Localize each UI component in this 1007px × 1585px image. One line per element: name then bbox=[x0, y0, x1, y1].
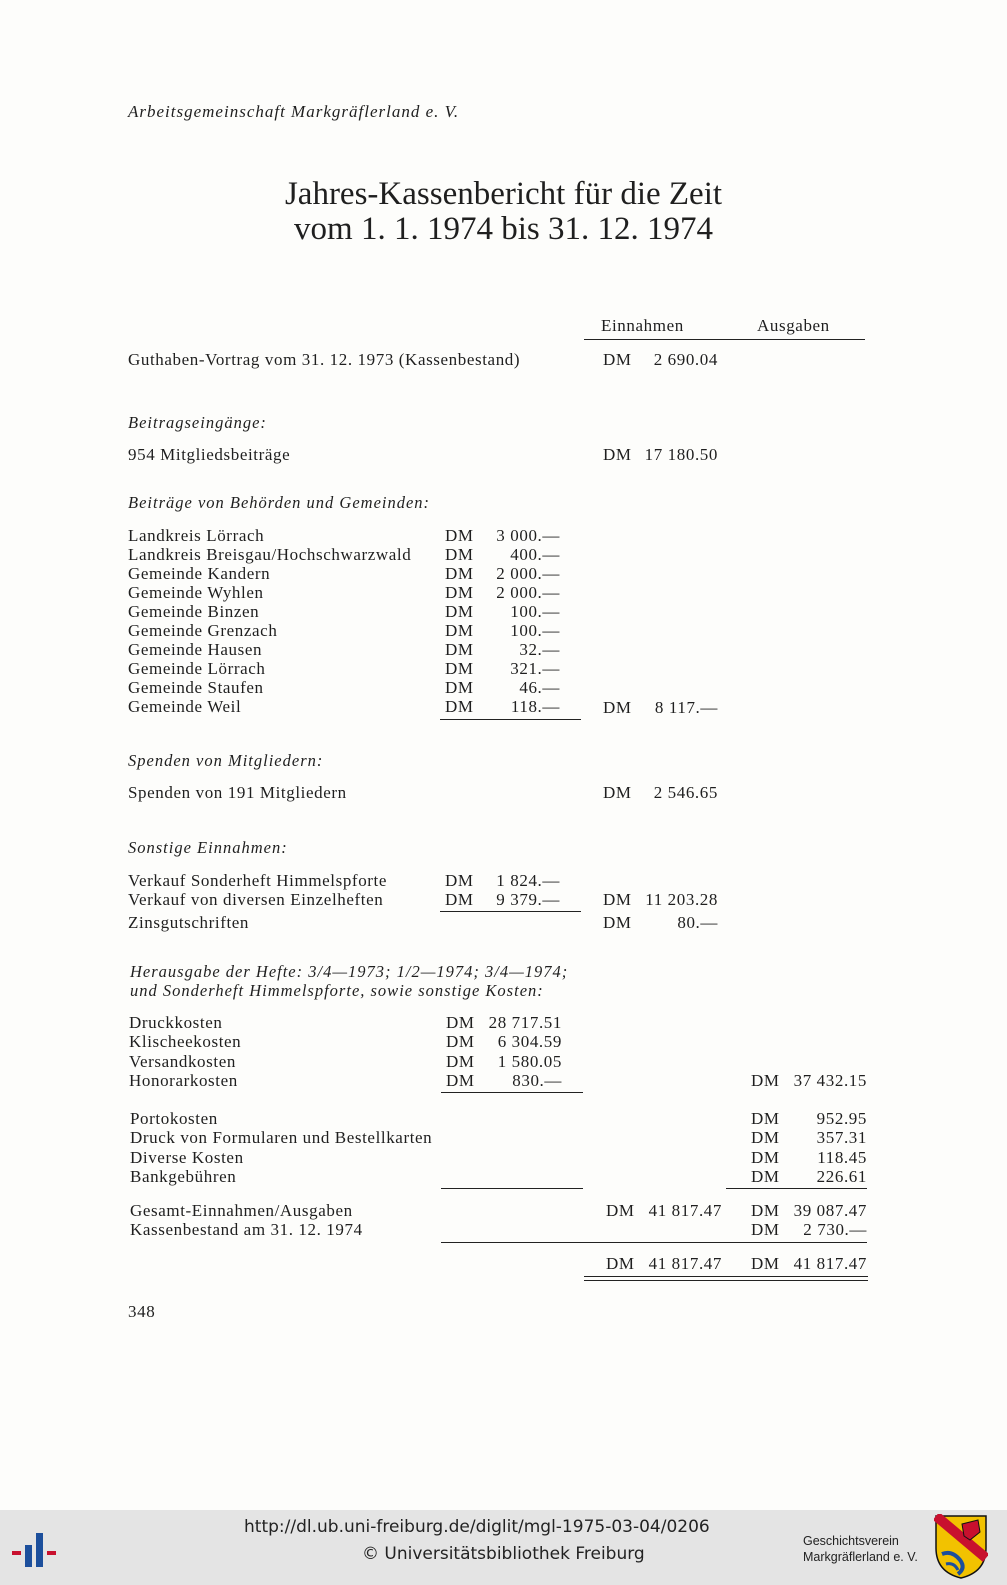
authority-item-label: Gemeinde Lörrach bbox=[128, 659, 266, 678]
society-name-line2: Markgräflerland e. V. bbox=[803, 1550, 918, 1564]
authority-item-currency: DM bbox=[445, 659, 474, 678]
authority-item-label: Gemeinde Weil bbox=[128, 697, 242, 716]
section-heading-donations: Spenden von Mitgliedern: bbox=[128, 751, 324, 770]
opening-balance-value: 2 690.04 bbox=[653, 350, 718, 369]
other-income-item-currency: DM bbox=[445, 890, 474, 909]
interest-label: Zinsgutschriften bbox=[128, 913, 250, 932]
totals-label: Gesamt-Einnahmen/Ausgaben bbox=[130, 1201, 353, 1220]
society-name-line1: Geschichtsverein bbox=[803, 1534, 899, 1548]
misc-cost-item-value: 118.45 bbox=[817, 1147, 867, 1167]
donations-currency: DM bbox=[603, 783, 632, 802]
grand-total-double-rule-bottom bbox=[584, 1280, 868, 1281]
grand-expense-value: 41 817.47 bbox=[793, 1254, 867, 1273]
costs-rule-left bbox=[441, 1188, 583, 1189]
authority-item-currency: DM bbox=[445, 640, 474, 659]
authority-item-currency: DM bbox=[445, 564, 474, 583]
authority-item-currency: DM bbox=[445, 602, 474, 621]
document-url-link[interactable]: http://dl.ub.uni-freiburg.de/diglit/mgl-1975-03-04/0206 bbox=[244, 1517, 710, 1537]
other-subtotal-rule bbox=[440, 911, 581, 912]
grand-expense-currency: DM bbox=[751, 1254, 780, 1273]
costs-rule-right bbox=[726, 1188, 867, 1189]
authority-item-label: Gemeinde Grenzach bbox=[128, 621, 278, 640]
opening-balance-currency: DM bbox=[603, 350, 632, 369]
closing-rule bbox=[441, 1242, 867, 1243]
section-heading-publication-line1: Herausgabe der Hefte: 3/4—1973; 1/2—1974; 3/4—1974; bbox=[130, 962, 569, 981]
misc-cost-item-label: Druck von Formularen und Bestellkarten bbox=[130, 1128, 433, 1148]
dues-currency: DM bbox=[603, 445, 632, 464]
authority-item-label: Landkreis Breisgau/Hochschwarzwald bbox=[128, 545, 412, 564]
misc-cost-item-currency: DM bbox=[751, 1147, 780, 1167]
authority-item-value: 100.— bbox=[510, 602, 560, 621]
section-heading-dues: Beitragseingänge: bbox=[128, 413, 267, 432]
authority-item-value: 321.— bbox=[510, 659, 560, 678]
other-income-item-currency: DM bbox=[445, 871, 474, 890]
closing-balance-currency: DM bbox=[751, 1220, 780, 1239]
publication-cost-item-label: Honorarkosten bbox=[129, 1070, 238, 1090]
totals-expense-value: 39 087.47 bbox=[793, 1201, 867, 1220]
totals-income-currency: DM bbox=[606, 1201, 635, 1220]
authority-item-label: Gemeinde Wyhlen bbox=[128, 583, 264, 602]
grand-income-value: 41 817.47 bbox=[648, 1254, 722, 1273]
library-logo-icon bbox=[12, 1531, 62, 1569]
publication-cost-item-label: Druckkosten bbox=[129, 1013, 223, 1032]
donations-label: Spenden von 191 Mitgliedern bbox=[128, 783, 347, 802]
authority-item-value: 46.— bbox=[519, 678, 560, 697]
authority-item-value: 2 000.— bbox=[496, 583, 560, 602]
copyright-notice: © Universitätsbibliothek Freiburg bbox=[362, 1544, 645, 1564]
authority-item-currency: DM bbox=[445, 545, 474, 564]
authority-item-label: Gemeinde Staufen bbox=[128, 678, 264, 697]
running-header: Arbeitsgemeinschaft Markgräflerland e. V. bbox=[128, 102, 460, 121]
authority-item-value: 3 000.— bbox=[496, 526, 560, 545]
publication-cost-item-label: Versandkosten bbox=[129, 1051, 236, 1071]
totals-expense-currency: DM bbox=[751, 1201, 780, 1220]
publication-cost-item-value: 830.— bbox=[512, 1070, 562, 1090]
authority-item-value: 32.— bbox=[519, 640, 560, 659]
authorities-total-value: 8 117.— bbox=[654, 698, 718, 717]
closing-balance-label: Kassenbestand am 31. 12. 1974 bbox=[130, 1220, 363, 1239]
misc-cost-item-value: 226.61 bbox=[816, 1166, 867, 1186]
authority-item-currency: DM bbox=[445, 678, 474, 697]
authority-item-label: Gemeinde Kandern bbox=[128, 564, 271, 583]
publication-cost-item-value: 6 304.59 bbox=[497, 1032, 562, 1052]
authority-item-currency: DM bbox=[445, 526, 474, 545]
authorities-subtotal-rule bbox=[440, 719, 581, 720]
misc-cost-item-label: Portokosten bbox=[130, 1109, 218, 1128]
publication-cost-item-currency: DM bbox=[446, 1051, 475, 1071]
publication-subtotal-rule bbox=[441, 1092, 583, 1093]
publication-cost-item-value: 1 580.05 bbox=[497, 1051, 562, 1071]
misc-cost-item-currency: DM bbox=[751, 1109, 780, 1128]
report-title-line1: Jahres-Kassenbericht für die Zeit bbox=[284, 176, 723, 212]
section-heading-publication-line2: und Sonderheft Himmelspforte, sowie sonstige Kosten: bbox=[130, 981, 544, 1000]
other-income-item-label: Verkauf Sonderheft Himmelspforte bbox=[128, 871, 388, 890]
section-heading-authorities: Beiträge von Behörden und Gemeinden: bbox=[128, 493, 431, 512]
report-title-line2: vom 1. 1. 1974 bis 31. 12. 1974 bbox=[294, 211, 713, 247]
column-header-income: Einnahmen bbox=[601, 316, 684, 335]
dues-value: 17 180.50 bbox=[644, 445, 718, 464]
other-income-item-value: 9 379.— bbox=[496, 890, 560, 909]
authority-item-label: Gemeinde Hausen bbox=[128, 640, 263, 659]
other-income-item-label: Verkauf von diversen Einzelheften bbox=[128, 890, 384, 909]
other-income-item-value: 1 824.— bbox=[496, 871, 560, 890]
misc-cost-item-currency: DM bbox=[751, 1128, 780, 1148]
opening-balance-label: Guthaben-Vortrag vom 31. 12. 1973 (Kassenbestand) bbox=[128, 350, 521, 369]
misc-cost-item-value: 357.31 bbox=[816, 1128, 867, 1148]
other-total-currency: DM bbox=[603, 890, 632, 909]
publication-cost-item-value: 28 717.51 bbox=[488, 1013, 562, 1032]
authority-item-currency: DM bbox=[445, 697, 474, 716]
misc-cost-item-label: Bankgebühren bbox=[130, 1166, 237, 1186]
totals-income-value: 41 817.47 bbox=[648, 1201, 722, 1220]
authority-item-currency: DM bbox=[445, 621, 474, 640]
publication-cost-item-currency: DM bbox=[446, 1013, 475, 1032]
publication-total-currency: DM bbox=[751, 1071, 780, 1090]
column-header-expenses: Ausgaben bbox=[757, 316, 830, 335]
publication-total-value: 37 432.15 bbox=[793, 1071, 867, 1090]
grand-total-double-rule-top bbox=[584, 1276, 868, 1277]
publication-cost-item-currency: DM bbox=[446, 1032, 475, 1052]
page-number: 348 bbox=[128, 1302, 156, 1321]
dues-label: 954 Mitgliedsbeiträge bbox=[128, 445, 291, 464]
misc-cost-item-currency: DM bbox=[751, 1166, 780, 1186]
interest-currency: DM bbox=[603, 913, 632, 932]
coat-of-arms-icon bbox=[934, 1514, 988, 1580]
closing-balance-value: 2 730.— bbox=[803, 1220, 867, 1239]
authority-item-label: Gemeinde Binzen bbox=[128, 602, 260, 621]
misc-cost-item-value: 952.95 bbox=[816, 1109, 867, 1128]
publication-cost-item-label: Klischeekosten bbox=[129, 1032, 242, 1052]
interest-value: 80.— bbox=[677, 913, 718, 932]
publication-cost-item-currency: DM bbox=[446, 1070, 475, 1090]
authority-item-value: 400.— bbox=[510, 545, 560, 564]
misc-cost-item-label: Diverse Kosten bbox=[130, 1147, 244, 1167]
donations-value: 2 546.65 bbox=[653, 783, 718, 802]
footer-bar bbox=[0, 1510, 1007, 1585]
authority-item-value: 118.— bbox=[510, 697, 560, 716]
other-total-value: 11 203.28 bbox=[645, 890, 718, 909]
grand-income-currency: DM bbox=[606, 1254, 635, 1273]
authorities-total-currency: DM bbox=[603, 698, 632, 717]
authority-item-currency: DM bbox=[445, 583, 474, 602]
authority-item-value: 2 000.— bbox=[496, 564, 560, 583]
section-heading-other-income: Sonstige Einnahmen: bbox=[128, 838, 288, 857]
authority-item-value: 100.— bbox=[510, 621, 560, 640]
authority-item-label: Landkreis Lörrach bbox=[128, 526, 265, 545]
header-rule bbox=[584, 339, 865, 340]
